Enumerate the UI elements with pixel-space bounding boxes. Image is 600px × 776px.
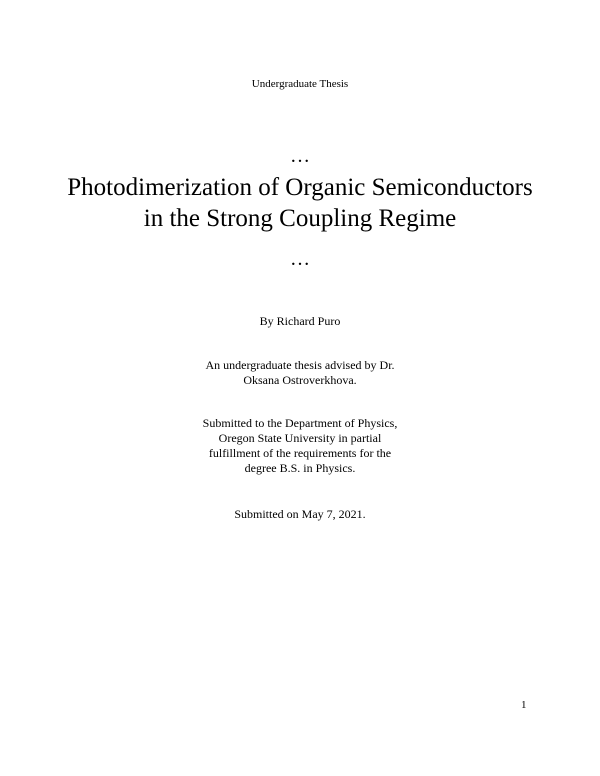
- thesis-title-line-1: Photodimerization of Organic Semiconductors: [67, 174, 533, 201]
- page-number: 1: [521, 699, 527, 711]
- submission-date: Submitted on May 7, 2021.: [234, 507, 366, 521]
- title-ellipsis-top: …: [290, 145, 310, 167]
- thesis-type-label: Undergraduate Thesis: [251, 78, 349, 90]
- advisor-statement: [0, 358, 600, 388]
- submission-line-3: fulfillment of the requirements for the: [208, 446, 392, 460]
- submission-line-4: degree B.S. in Physics.: [244, 461, 356, 475]
- submission-line-2: Oregon State University in partial: [218, 431, 382, 445]
- thesis-title: [0, 172, 600, 234]
- submission-line-1: Submitted to the Department of Physics,: [202, 416, 398, 430]
- submission-statement: [0, 416, 600, 476]
- advisor-line-2: Oksana Ostroverkhova.: [243, 373, 357, 387]
- title-ellipsis-bottom: …: [290, 248, 310, 270]
- author-line: By Richard Puro: [259, 314, 341, 328]
- thesis-title-line-2: in the Strong Coupling Regime: [143, 205, 457, 232]
- advisor-line-1: An undergraduate thesis advised by Dr.: [205, 358, 395, 372]
